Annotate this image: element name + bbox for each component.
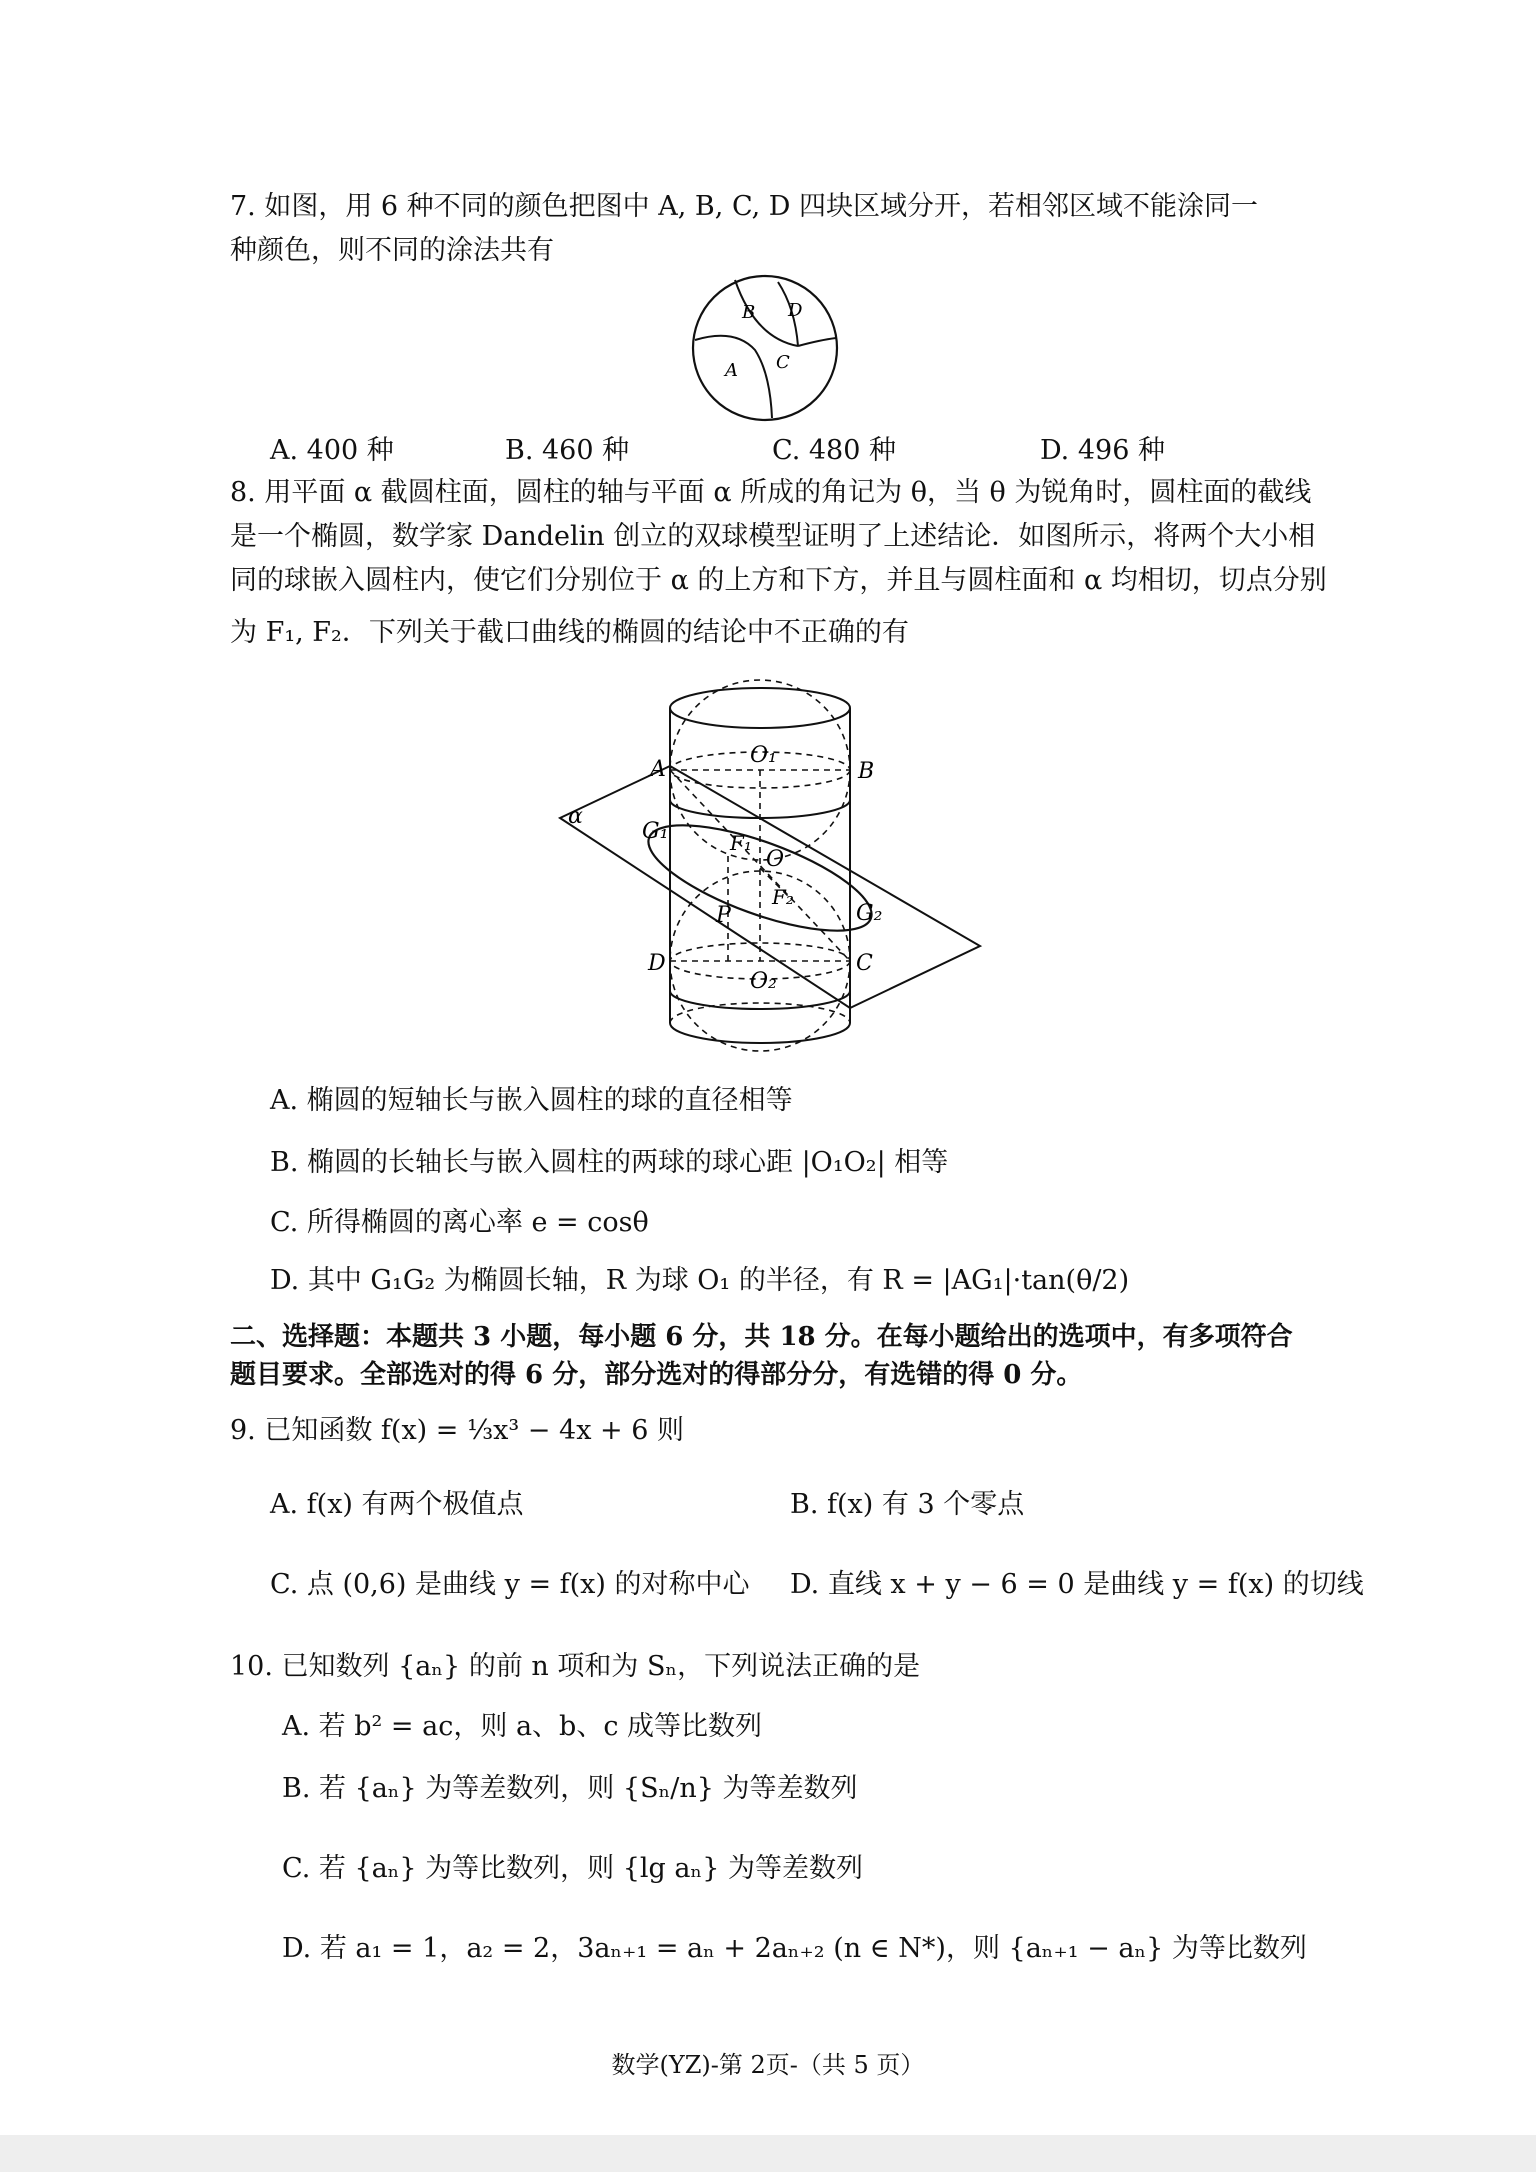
q10-option-b: B. 若 {aₙ} 为等差数列，则 {Sₙ/n} 为等差数列: [282, 1773, 858, 1804]
q8-dandelin-figure: [550, 678, 990, 1068]
q8-label-C: C: [856, 951, 873, 976]
q8-label-D: D: [648, 951, 666, 976]
q8-option-b: B. 椭圆的长轴长与嵌入圆柱的两球的球心距 |O₁O₂| 相等: [270, 1147, 949, 1178]
q8-option-c: C. 所得椭圆的离心率 e = cosθ: [270, 1207, 649, 1238]
q8-label-F1: F₁: [730, 831, 752, 855]
q8-option-a: A. 椭圆的短轴长与嵌入圆柱的球的直径相等: [270, 1085, 793, 1116]
q8-label-G2: G₂: [856, 901, 883, 926]
q10-option-d: D. 若 a₁ = 1，a₂ = 2，3aₙ₊₁ = aₙ + 2aₙ₊₂ (n ∈ N*)，则 {aₙ₊₁ − aₙ} 为等比数列: [282, 1933, 1307, 1964]
section2-line1: 二、选择题：本题共 3 小题，每小题 6 分，共 18 分。在每小题给出的选项中，有多项符合: [230, 1322, 1293, 1352]
q8-line1: 8. 用平面 α 截圆柱面，圆柱的轴与平面 α 所成的角记为 θ，当 θ 为锐角时，圆柱面的截线: [230, 477, 1312, 508]
q10-stem: 10. 已知数列 {aₙ} 的前 n 项和为 Sₙ，下列说法正确的是: [230, 1651, 921, 1682]
q7-figure: [680, 268, 850, 428]
q7-label-D: D: [788, 300, 803, 321]
q7-option-d: D. 496 种: [1040, 435, 1165, 466]
q7-option-b: B. 460 种: [505, 435, 630, 466]
q7-option-a: A. 400 种: [270, 435, 394, 466]
q7-label-B: B: [742, 302, 756, 323]
q8-label-G1: G₁: [642, 819, 669, 844]
q8-label-O2: O₂: [750, 969, 777, 994]
q8-line3: 同的球嵌入圆柱内，使它们分别位于 α 的上方和下方，并且与圆柱面和 α 均相切，切点分别: [230, 565, 1327, 596]
q7-line1: 7. 如图，用 6 种不同的颜色把图中 A, B, C, D 四块区域分开，若相邻区域不能涂同一: [230, 191, 1259, 222]
q8-option-d: D. 其中 G₁G₂ 为椭圆长轴，R 为球 O₁ 的半径，有 R = |AG₁|·tan(θ/2): [270, 1265, 1130, 1296]
q8-label-O1: O₁: [750, 743, 777, 768]
q8-label-O: O: [766, 847, 785, 872]
q7-option-c: C. 480 种: [772, 435, 896, 466]
q8-label-B: B: [858, 759, 875, 784]
section2-line2: 题目要求。全部选对的得 6 分，部分选对的得部分分，有选错的得 0 分。: [230, 1360, 1083, 1390]
page-footer: 数学(YZ)-第 2页-（共 5 页）: [611, 2051, 925, 2079]
q9-option-c: C. 点 (0,6) 是曲线 y = f(x) 的对称中心: [270, 1569, 750, 1600]
q10-option-c: C. 若 {aₙ} 为等比数列，则 {lg aₙ} 为等差数列: [282, 1853, 863, 1884]
q8-label-F2: F₂: [772, 885, 794, 909]
q8-line2: 是一个椭圆，数学家 Dandelin 创立的双球模型证明了上述结论．如图所示，将两个大小相: [230, 521, 1316, 552]
q8-line4: 为 F₁, F₂．下列关于截口曲线的椭圆的结论中不正确的有: [230, 617, 909, 648]
q7-line2: 种颜色，则不同的涂法共有: [230, 235, 554, 266]
q8-label-A: A: [650, 757, 666, 782]
q9-stem: 9. 已知函数 f(x) = ⅓x³ − 4x + 6 则: [230, 1415, 684, 1446]
q7-label-C: C: [776, 352, 790, 373]
q8-label-P: P: [716, 903, 731, 928]
scan-bottom-edge: [0, 2135, 1536, 2172]
q9-option-b: B. f(x) 有 3 个零点: [790, 1489, 1025, 1520]
q7-label-A: A: [725, 360, 738, 381]
q9-option-a: A. f(x) 有两个极值点: [270, 1489, 524, 1520]
q8-label-alpha: α: [568, 804, 583, 829]
q9-option-d: D. 直线 x + y − 6 = 0 是曲线 y = f(x) 的切线: [790, 1569, 1364, 1600]
q10-option-a: A. 若 b² = ac，则 a、b、c 成等比数列: [282, 1711, 763, 1742]
